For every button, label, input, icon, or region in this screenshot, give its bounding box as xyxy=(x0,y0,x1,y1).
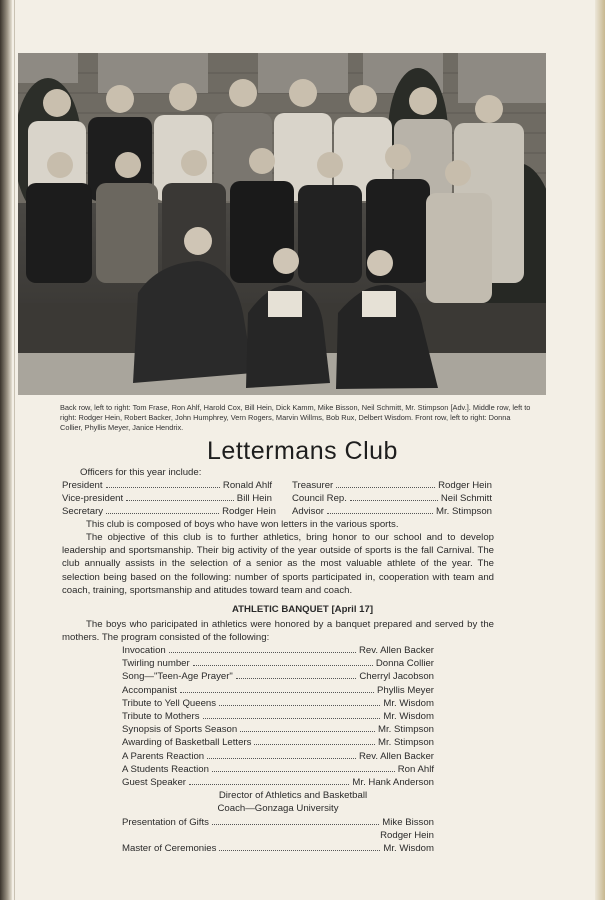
officer-name: Rodger Hein xyxy=(222,506,276,517)
program-item: Master of Ceremonies xyxy=(122,843,217,855)
program-item: Song—"Teen-Age Prayer" xyxy=(122,671,233,683)
speaker-title-line1: Director of Athletics and Basketball xyxy=(218,790,368,802)
photo-caption: Back row, left to right: Tom Frase, Ron Ahlf, Harold Cox, Bill Hein, Dick Kamm, Mike Bisson, Neil Schmitt, Mr. Stimpson [Adv.]. Middle row, left to right: Rodger Hein, Robert Backer, John Humphrey, Vern Rogers, Marvin Willms, Bob Rux, Delbert Wisdom. Front row, left to right: Donna Collier, Phyllis Meyer, Janice Hendrix. xyxy=(60,403,531,432)
officer-name: Mr. Stimpson xyxy=(436,506,492,517)
paragraph-objective: The objective of this club is to further athletics, bring honor to our school and to develop leadership and sportsmanship. Their big activity of the year outside of sports is the fall Carnival. The club annually assists in the selection of a senior as the most valuable athlete of the year. The selection being based on the following: number of sports participated in, cooperation with team and coach, training, sportsmanship and atitudes toward team and coach. xyxy=(62,532,494,596)
banquet-heading: ATHLETIC BANQUET [April 17] xyxy=(231,604,374,615)
program-row xyxy=(122,763,434,776)
program-row xyxy=(122,644,434,657)
officer-row xyxy=(62,505,276,518)
officer-row xyxy=(292,505,492,518)
program-person-extra: Rodger Hein xyxy=(380,829,434,841)
speaker-title-line2: Coach—Gonzaga University xyxy=(217,803,339,815)
program-person: Rev. Allen Backer xyxy=(358,645,434,656)
program-item: Accompanist xyxy=(122,684,177,696)
program-item: Awarding of Basketball Letters xyxy=(122,737,252,749)
program-row xyxy=(122,684,434,697)
program-row xyxy=(122,736,434,749)
program-row xyxy=(122,710,434,723)
officer-role: Secretary xyxy=(62,506,104,517)
officer-name: Ronald Ahlf xyxy=(222,480,272,491)
program-person: Mr. Wisdom xyxy=(383,697,434,709)
officer-name: Bill Hein xyxy=(236,493,272,504)
program-person: Phyllis Meyer xyxy=(376,684,434,696)
program-item: A Students Reaction xyxy=(122,763,209,775)
paragraph-banquet: The boys who paricipated in athletics were honored by a banquet prepared and served by the mothers. The program consisted of the following: xyxy=(62,619,494,644)
program-item: A Parents Reaction xyxy=(122,750,205,762)
officer-name: Neil Schmitt xyxy=(440,493,492,504)
program-row xyxy=(122,670,434,683)
program-person: Mr. Stimpson xyxy=(378,737,434,749)
program-person: Mike Bisson xyxy=(382,816,434,828)
officer-row xyxy=(62,479,272,492)
officer-role: Vice-president xyxy=(62,493,124,504)
program-person: Rev. Allen Backer xyxy=(358,750,434,762)
officer-role: Council Rep. xyxy=(292,493,347,504)
officers-intro: Officers for this year include: xyxy=(80,467,202,478)
program-row xyxy=(122,723,434,736)
program-item: Tribute to Yell Queens xyxy=(122,697,217,709)
program-row xyxy=(122,816,434,829)
paragraph-membership: This club is composed of boys who have won letters in the various sports. xyxy=(86,519,399,530)
program-person: Donna Collier xyxy=(375,658,434,670)
program-item: Presentation of Gifts xyxy=(122,816,209,828)
group-photo-illustration xyxy=(18,53,546,395)
program-item: Tribute to Mothers xyxy=(122,711,200,723)
program-row xyxy=(122,842,434,855)
group-photo xyxy=(18,53,546,395)
program-item: Synopsis of Sports Season xyxy=(122,724,238,736)
program-person: Mr. Wisdom xyxy=(383,711,434,723)
officer-role: President xyxy=(62,480,103,491)
page-title: Lettermans Club xyxy=(207,437,398,465)
officer-row xyxy=(292,492,492,505)
program-item: Twirling number xyxy=(122,658,190,670)
program-row xyxy=(122,697,434,710)
officer-row xyxy=(62,492,272,505)
program-item: Invocation xyxy=(122,645,166,656)
program-row xyxy=(122,657,434,670)
program-person: Ron Ahlf xyxy=(397,763,434,775)
program-person: Cherryl Jacobson xyxy=(359,671,434,683)
program-person: Mr. Hank Anderson xyxy=(352,777,434,789)
program-person: Mr. Wisdom xyxy=(383,843,434,855)
program-row xyxy=(122,776,434,789)
officer-role: Advisor xyxy=(292,506,324,517)
officer-row xyxy=(292,479,492,492)
program-row xyxy=(122,750,434,763)
program-person: Mr. Stimpson xyxy=(378,724,434,736)
officer-name: Rodger Hein xyxy=(438,480,492,491)
program-item: Guest Speaker xyxy=(122,777,186,789)
officer-role: Treasurer xyxy=(292,480,334,491)
program-list xyxy=(122,644,434,855)
